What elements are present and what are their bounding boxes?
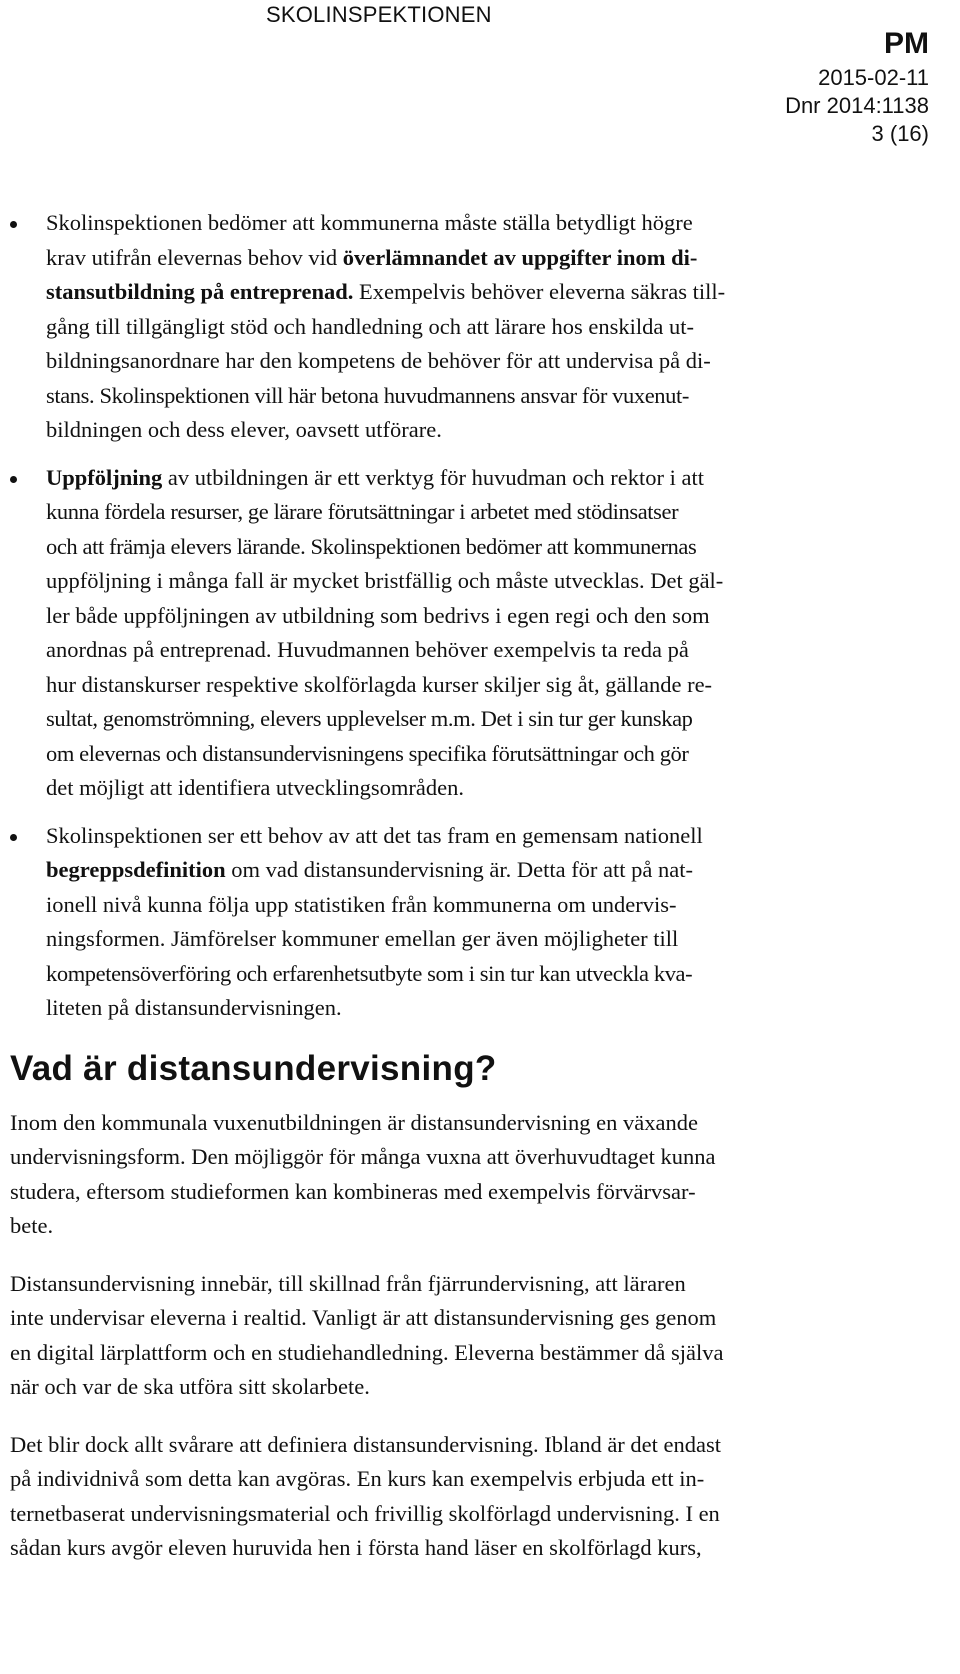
bullet-icon: [10, 476, 17, 483]
document-body: [10, 206, 954, 1589]
document-reference: Dnr 2014:1138: [785, 93, 929, 118]
page-number: 3 (16): [871, 121, 929, 146]
bullet-text: Uppföljning av utbildningen är ett verktyg för huvudman och rektor i att kunna fördela resurser, ge lärare förutsättningar i arbetet med stödinsatser och att främja elevers lärande. Skolinspektionen bedömer att kommunernas uppföljning i många fall är mycket bristfällig och måste utvecklas. Det gäl- ler både uppföljningen av utbildning som bedrivs i egen regi och den som anordnas på entreprenad. Huvudmannen behöver exempelvis ta reda på hur distanskurser respektive skolförlagda kurser skiljer sig åt, gällande re- sultat, genomströmning, elevers upplevelser m.m. Det i sin tur ger kunskap om elevernas och distansundervisningens specifika förutsättningar och gör det möjligt att identifiera utvecklingsområden.: [46, 464, 724, 800]
paragraph: Inom den kommunala vuxenutbildningen är distansundervisning en växande undervisningsform. Den möjliggör för många vuxna att överhuvudtaget kunna studera, eftersom studieformen kan kombineras med exempelvis förvärvsar- bete.: [10, 1109, 716, 1238]
bullet-text: Skolinspektionen bedömer att kommunerna måste ställa betydligt högre krav utifrån elevernas behov vid överlämnandet av uppgifter inom di- stansutbildning på entreprenad. Exempelvis behöver eleverna säkras till- gång till tillgängligt stöd och handledning och att lärare hos enskilda ut- bildningsanordnare har den kompetens de behöver för att undervisa på di- stans. Skolinspektionen vill här betona huvudmannens ansvar för vuxenut- bildningen och dess elever, oavsett utförare.: [46, 210, 726, 442]
findings-list: [10, 206, 954, 1026]
section-heading: Vad är distansundervisning?: [10, 1048, 497, 1088]
bullet-icon: [10, 221, 17, 228]
list-item: [10, 461, 954, 806]
bullet-icon: [10, 834, 17, 841]
document-date: 2015-02-11: [818, 65, 929, 90]
organization-name: SKOLINSPEKTIONEN: [266, 2, 492, 27]
document-meta: [785, 24, 929, 148]
paragraph: Distansundervisning innebär, till skillnad från fjärrundervisning, att läraren inte undervisar eleverna i realtid. Vanligt är att distansundervisning ges genom en digital lärplattform och en studiehandledning. Eleverna bestämmer då själva när och var de ska utföra sitt skolarbete.: [10, 1270, 724, 1399]
list-item: [10, 819, 954, 1026]
document-type: PM: [884, 27, 929, 60]
bullet-text: Skolinspektionen ser ett behov av att det tas fram en gemensam nationell begreppsdefinition om vad distansundervisning är. Detta för att på nat- ionell nivå kunna följa upp statistiken från kommunerna om undervis- ningsformen. Jämförelser kommuner emellan ger även möjligheter till kompetensöverföring och erfarenhetsutbyte som i sin tur kan utveckla kva- liteten på distansundervisningen.: [46, 822, 703, 1020]
list-item: [10, 206, 954, 448]
paragraph: Det blir dock allt svårare att definiera distansundervisning. Ibland är det endast på individnivå som detta kan avgöras. En kurs kan exempelvis erbjuda ett in- ternetbaserat undervisningsmaterial och frivillig skolförlagd undervisning. I en sådan kurs avgör eleven huruvida hen i första hand läser en skolförlagd kurs,: [10, 1431, 722, 1560]
